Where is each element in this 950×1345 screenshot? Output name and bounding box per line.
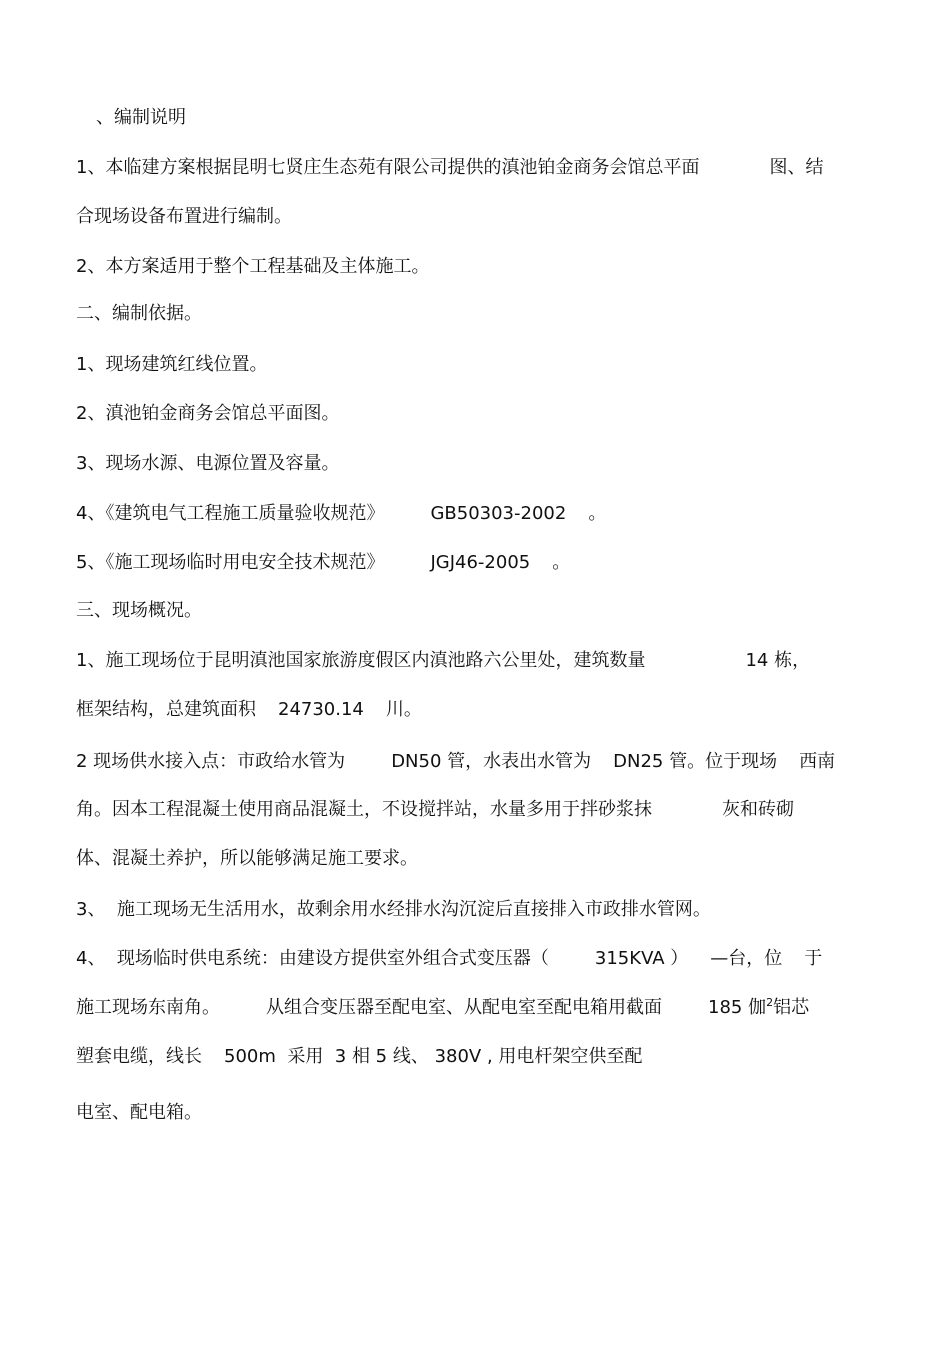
paragraph-1-line-2 [76,205,292,229]
overview-4-line-4 [76,1101,202,1125]
text: 2、本方案适用于整个工程基础及主体施工。 [76,256,430,277]
text: 500m 采用 3 相 5 线、 380V , 用电杆架空供至配 [224,1046,643,1067]
paragraph-2 [76,255,429,279]
text: 14 栋， [745,650,811,671]
text: 西南 [799,751,836,772]
overview-2-line-3 [76,847,418,871]
text: 1、本临建方案根据昆明七贤庄生态苑有限公司提供的滇池铂金商务会馆总平面 [76,157,700,178]
text: 3、 施工现场无生活用水，故剩余用水经排水沟沉淀后直接排入市政排水管网。 [76,899,711,920]
text: 1、现场建筑红线位置。 [76,354,268,375]
text: 体、混凝土养护，所以能够满足施工要求。 [76,848,418,869]
heading-text: 二、编制依据。 [76,303,202,324]
heading-text: 、编制说明 [96,107,186,128]
text: 从组合变压器至配电室、从配电室至配电箱用截面 [266,997,662,1018]
superscript: 2 [766,996,774,1009]
text: 。 [588,503,607,524]
text: 3、现场水源、电源位置及容量。 [76,453,340,474]
text: 合现场设备布置进行编制。 [76,206,292,227]
overview-3 [76,898,711,922]
overview-4-line-2 [76,996,809,1020]
text: 5、《施工现场临时用电安全技术规范》 [76,552,385,573]
text: 框架结构，总建筑面积 [76,699,256,720]
standard-code: GB50303-2002 [430,503,567,524]
basis-item-5 [76,551,570,575]
overview-1-line-2 [76,698,422,722]
text: 角。因本工程混凝土使用商品混凝土，不设搅拌站，水量多用于拌砂浆抹 [76,799,652,820]
basis-item-3 [76,452,339,476]
section-heading-2 [76,302,202,326]
text: 。 [552,552,571,573]
standard-code: JGJ46-2005 [430,552,531,573]
text: DN25 管。位于现场 [613,751,778,772]
text: 1、施工现场位于昆明滇池国家旅游度假区内滇池路六公里处，建筑数量 [76,650,646,671]
text: 施工现场东南角。 [76,997,220,1018]
basis-item-1 [76,353,267,377]
overview-4-line-3 [76,1045,642,1069]
heading-text: 三、现场概况。 [76,600,202,621]
overview-2-line-2 [76,798,794,822]
text: 电室、配电箱。 [76,1102,202,1123]
section-heading-3 [76,599,202,623]
overview-4-line-1 [76,947,822,971]
text: 于 [804,948,823,969]
text: DN50 管，水表出水管为 [391,751,592,772]
text: 315KVA ） [594,948,689,969]
text: 4、 现场临时供电系统：由建设方提供室外组合式变压器（ [76,948,549,969]
section-heading-1 [96,106,186,130]
text: 24730.14 [278,699,364,720]
text: 灰和砖砌 [722,799,794,820]
overview-2-line-1 [76,750,835,774]
overview-1-line-1 [76,649,810,673]
text: 川。 [385,699,422,720]
basis-item-2 [76,402,339,426]
text: 185 伽 [708,997,767,1018]
text: —台，位 [710,948,783,969]
text: 4、《建筑电气工程施工质量验收规范》 [76,503,385,524]
text: 2 现场供水接入点：市政给水管为 [76,751,346,772]
paragraph-1-line-1 [76,156,823,180]
text: 图、结 [769,157,824,178]
text: 塑套电缆，线长 [76,1046,202,1067]
text: 铝芯 [773,997,810,1018]
text: 2、滇池铂金商务会馆总平面图。 [76,403,340,424]
basis-item-4 [76,502,606,526]
